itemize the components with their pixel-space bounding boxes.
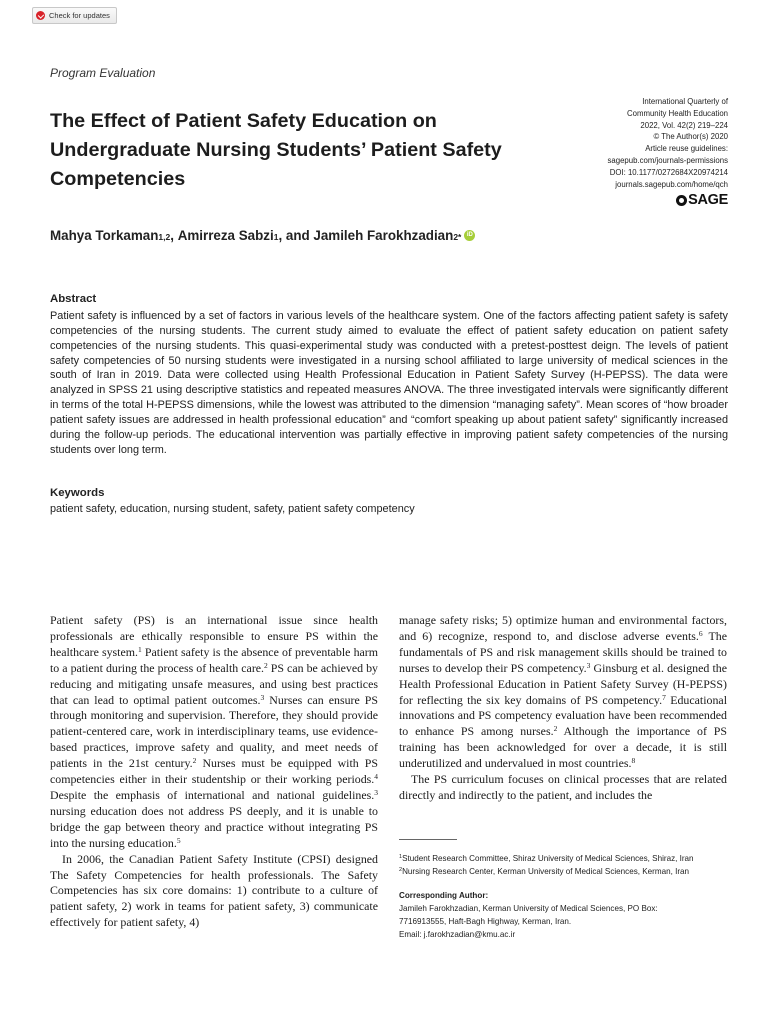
body-column-left <box>50 613 378 931</box>
permissions-link[interactable]: sagepub.com/journals-permissions <box>607 155 728 165</box>
body-text: nursing education does not address PS deeply, and it is unable to bridge the gap between theory and practice without integrating PS into the nursing education. <box>50 803 378 850</box>
affiliation-number: 1 <box>399 854 403 860</box>
citation-ref[interactable]: 6 <box>698 628 703 638</box>
corresponding-author-heading: Corresponding Author: <box>399 891 489 900</box>
author-list: Mahya Torkaman 1,2 , Amirreza Sabzi 1 , and Jamileh Farokhzadian 2* iD <box>50 228 475 243</box>
body-text: Although the importance of PS training has been acknowledged for over a decade, it is still underutilized and undervalued in most countries. <box>399 724 727 771</box>
citation-ref[interactable]: 1 <box>137 644 142 654</box>
citation-ref[interactable]: 3 <box>374 787 378 797</box>
check-for-updates-badge[interactable] <box>32 7 117 24</box>
orcid-icon[interactable]: iD <box>464 230 475 241</box>
body-paragraph <box>50 613 378 852</box>
citation-ref[interactable]: 5 <box>176 835 181 845</box>
citation-ref[interactable]: 3 <box>260 692 265 702</box>
corresponding-email[interactable]: Email: j.farokhzadian@kmu.ac.ir <box>399 930 516 939</box>
affiliation-text: Nursing Research Center, Kerman University of Medical Sciences, Kerman, Iran <box>402 867 690 876</box>
body-text: Nurses can ensure PS through monitoring and supervision. Therefore, they should provide patient-centered care, work in interdisciplinary teams, use evidence-based practices, improve safety and quality, and meet needs of patients in the 21st century. <box>50 692 378 771</box>
citation-ref[interactable]: 7 <box>662 692 666 702</box>
keywords-heading: Keywords <box>50 487 105 499</box>
body-paragraph <box>50 852 378 932</box>
body-text: Patient safety (PS) is an international issue since health professionals are ethically responsible to ensure PS within the healthcare system. <box>50 613 378 659</box>
copyright: © The Author(s) 2020 <box>653 132 728 142</box>
check-updates-icon <box>36 11 45 20</box>
body-text: Patient safety is the absence of preventable harm to a patient during the process of health care. <box>50 644 379 675</box>
author-separator: , and <box>278 228 314 243</box>
journal-name-line-2: Community Health Education <box>627 108 728 118</box>
body-text: The fundamentals of PS and risk management skills should be trained to nurses to develop their PS competency. <box>399 628 727 675</box>
sage-logo-icon <box>676 195 687 206</box>
body-column-right <box>399 613 727 804</box>
journal-home-link[interactable]: journals.sagepub.com/home/qch <box>615 179 728 189</box>
abstract-text: Patient safety is influenced by a set of factors in various levels of the healthcare system. One of the factors affecting patient safety is safety competencies of the nursing students. The current study aimed to evaluate the effect of patient safety education on patient safety competencies of the nursing students. This quasi-experimental study was conducted with a pretest-posttest deign. The levels of patient safety competencies of 50 nursing students were investigated in a nursing school affiliated to large university of medical sciences in the south of Iran in 2019. Data were collected using Health Professional Education in Patient Safety Survey (H-PEPSS). The data were analyzed in SPSS 21 using descriptive statistics and repeated measures ANOVA. The three investigated intervals were significantly different in terms of the total H-PEPSS dimensions, while the lowest was attributed to the dimension “managing safety”. Mean scores of “how broader patient safety issues are addressed in health professional education” and “comfort speaking up about patient safety” significantly increased during the follow-up periods. The educational intervention was partially effective in improving patient safety competencies of the nursing students over long term. <box>50 310 728 456</box>
section-label: Program Evaluation <box>50 66 156 80</box>
body-text: Nurses must be equipped with PS competencies either in their studentship or their working periods. <box>50 756 379 787</box>
author-name: Mahya Torkaman <box>50 228 159 243</box>
body-text: Educational innovations and PS competency evaluation have been recommended to enhance PS among nurses. <box>399 692 727 739</box>
body-text: Ginsburg et al. designed the Health Professional Education in Patient Safety Survey (H-PEPSS) for reflecting the six key domains of PS competency. <box>399 660 728 707</box>
citation-ref[interactable]: 3 <box>586 660 591 670</box>
check-for-updates-label: Check for updates <box>49 11 110 20</box>
citation-ref[interactable]: 2 <box>192 756 197 766</box>
body-text: The PS curriculum focuses on clinical processes that are related directly and indirectly to the patient, and includes the <box>399 772 727 802</box>
author-separator: , <box>170 228 178 243</box>
affiliation-footnote <box>399 866 689 878</box>
publisher-logo <box>676 192 728 208</box>
affiliation-text: Student Research Committee, Shiraz University of Medical Sciences, Shiraz, Iran <box>402 854 694 863</box>
author-name: Jamileh Farokhzadian <box>313 228 454 243</box>
body-text: Despite the emphasis of international and national guidelines. <box>50 787 375 802</box>
footnote-divider <box>399 839 457 840</box>
reuse-guidelines-label: Article reuse guidelines: <box>645 144 728 154</box>
body-text: PS can be achieved by reducing and mitigating unsafe measures, and using best practices that can lead to optimal patient outcomes. <box>50 660 378 707</box>
body-text: In 2006, the Canadian Patient Safety Institute (CPSI) designed The Safety Competencies for health professionals. The Safety Competencies has six core domains: 1) contribute to a culture of patient safety, 2) work in teams for patient safety, 3) communicate effectively for patient safety, 4) <box>50 851 378 930</box>
body-text: manage safety risks; 5) optimize human and environmental factors, and 6) recognize, respond to, and disclose adverse events. <box>399 613 727 643</box>
volume-info: 2022, Vol. 42(2) 219–224 <box>640 120 728 130</box>
affiliation-footnote <box>399 853 694 865</box>
journal-name-line-1: International Quarterly of <box>642 97 728 106</box>
publisher-logo-text: SAGE <box>688 192 728 208</box>
body-paragraph <box>399 613 727 772</box>
affiliation-number: 2 <box>399 867 403 873</box>
article-title: The Effect of Patient Safety Education on Undergraduate Nursing Students’ Patient Safety Competencies <box>50 110 502 190</box>
citation-ref[interactable]: 4 <box>374 772 378 782</box>
abstract-heading: Abstract <box>50 293 97 305</box>
author-name: Amirreza Sabzi <box>177 228 274 243</box>
body-paragraph <box>399 772 727 804</box>
citation-ref[interactable]: 2 <box>264 660 268 670</box>
citation-ref[interactable]: 2 <box>553 724 558 734</box>
corresponding-address-line: Jamileh Farokhzadian, Kerman University of Medical Sciences, PO Box: <box>399 904 658 913</box>
doi-link[interactable]: DOI: 10.1177/0272684X20974214 <box>609 167 728 177</box>
journal-meta <box>528 96 728 190</box>
keywords-text: patient safety, education, nursing student, safety, patient safety competency <box>50 503 415 515</box>
corresponding-address-line: 7716913555, Haft-Bagh Highway, Kerman, Iran. <box>399 917 572 926</box>
citation-ref[interactable]: 8 <box>631 756 636 766</box>
